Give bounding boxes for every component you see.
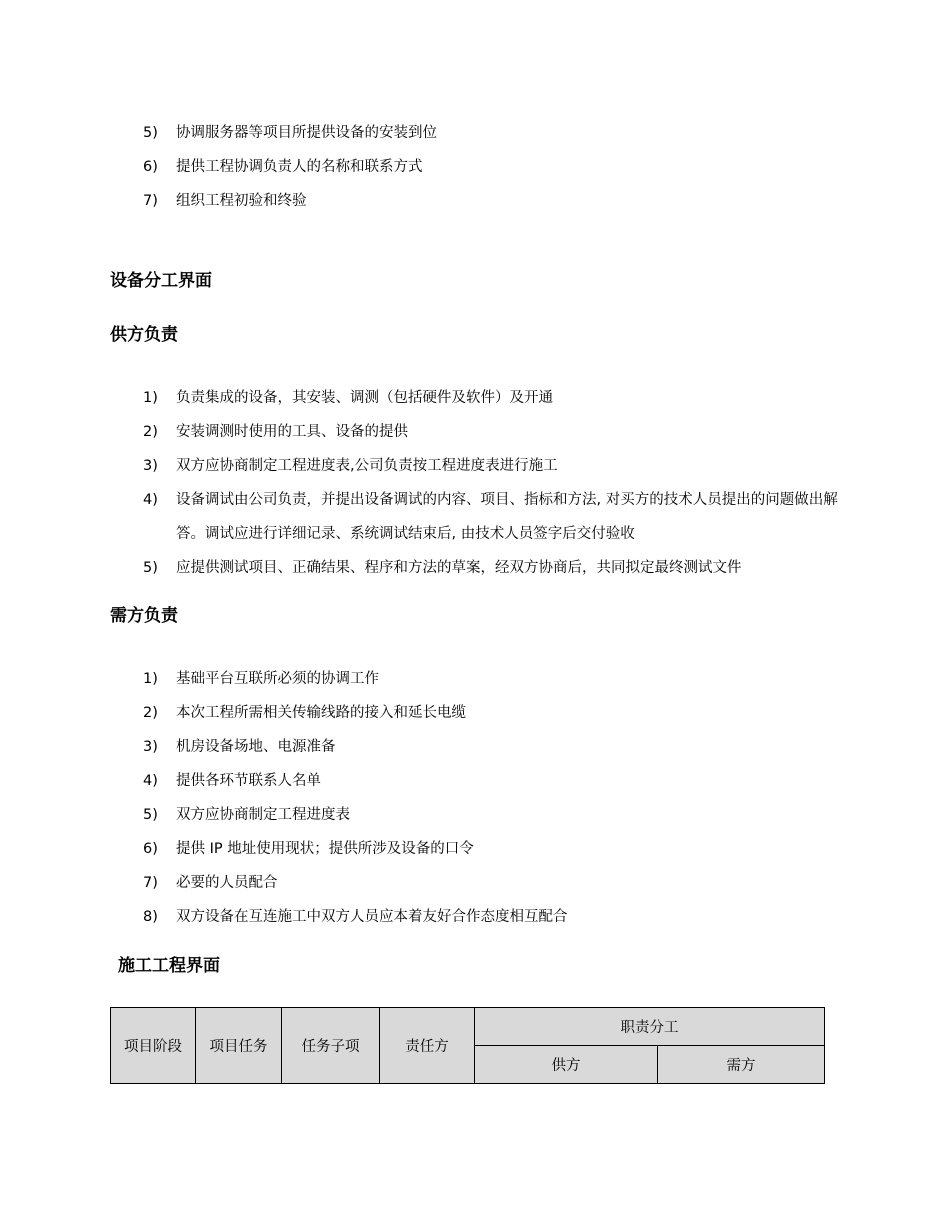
subsection-heading-supplier: 供方负责 <box>110 325 178 345</box>
list-item <box>0 483 950 551</box>
list-item-text: 负责集成的设备，其安装、调测（包括硬件及软件）及开通 <box>176 390 553 406</box>
list-item <box>0 866 950 900</box>
list-item-number: 2) <box>143 424 158 440</box>
list-item-text: 提供各环节联系人名单 <box>176 773 321 789</box>
list-item-text: 双方应协商制定工程进度表,公司负责按工程进度表进行施工 <box>176 458 558 474</box>
list-item-number: 5) <box>143 560 158 576</box>
list-item <box>0 116 950 150</box>
list-item <box>0 798 950 832</box>
list-item-text: 安装调测时使用的工具、设备的提供 <box>176 424 408 440</box>
list-item-number: 5) <box>143 125 158 141</box>
list-item <box>0 150 950 184</box>
list-item <box>0 662 950 696</box>
supplier-responsibility-list <box>0 381 950 585</box>
list-item <box>0 730 950 764</box>
list-item-text: 组织工程初验和终验 <box>176 193 307 209</box>
list-item <box>0 184 950 218</box>
header-task-subitem: 任务子项 <box>282 1008 380 1084</box>
list-item-number: 2) <box>143 705 158 721</box>
list-item-text: 必要的人员配合 <box>176 875 278 891</box>
list-item <box>0 551 950 585</box>
section-heading-construction: 施工工程界面 <box>118 956 220 976</box>
list-item-number: 3) <box>143 458 158 474</box>
header-duty-division: 职责分工 <box>475 1008 825 1046</box>
section-heading-equipment-division: 设备分工界面 <box>110 271 212 291</box>
list-item-text: 基础平台互联所必须的协调工作 <box>176 671 379 687</box>
list-item-number: 7) <box>143 193 158 209</box>
list-item-number: 8) <box>143 909 158 925</box>
demand-responsibility-list <box>0 662 950 934</box>
list-item-text: 提供 IP 地址使用现状；提供所涉及设备的口令 <box>176 841 474 857</box>
list-item <box>0 449 950 483</box>
header-project-task: 项目任务 <box>196 1008 282 1084</box>
list-item-number: 3) <box>143 739 158 755</box>
list-item-text: 机房设备场地、电源准备 <box>176 739 336 755</box>
header-demand: 需方 <box>658 1046 825 1084</box>
list-item-text: 本次工程所需相关传输线路的接入和延长电缆 <box>176 705 466 721</box>
list-item-number: 5) <box>143 807 158 823</box>
header-responsible-party: 责任方 <box>380 1008 475 1084</box>
list-item <box>0 832 950 866</box>
construction-division-table <box>110 1007 825 1084</box>
list-item-number: 7) <box>143 875 158 891</box>
list-item-text: 协调服务器等项目所提供设备的安装到位 <box>176 125 437 141</box>
list-item <box>0 696 950 730</box>
list-item <box>0 381 950 415</box>
header-supplier: 供方 <box>475 1046 658 1084</box>
list-item <box>0 415 950 449</box>
list-item-number: 1) <box>143 390 158 406</box>
list-item-number: 6) <box>143 841 158 857</box>
list-item-number: 4) <box>143 773 158 789</box>
list-item-number: 1) <box>143 671 158 687</box>
list-item-text: 双方设备在互连施工中双方人员应本着友好合作态度相互配合 <box>176 909 568 925</box>
header-project-stage: 项目阶段 <box>111 1008 196 1084</box>
list-item-text: 双方应协商制定工程进度表 <box>176 807 350 823</box>
coordination-list <box>0 116 950 218</box>
list-item-text: 应提供测试项目、正确结果、程序和方法的草案，经双方协商后，共同拟定最终测试文件 <box>176 560 742 576</box>
list-item-text: 提供工程协调负责人的名称和联系方式 <box>176 159 423 175</box>
list-item-number: 4) <box>143 492 158 508</box>
list-item-text: 设备调试由公司负责，并提出设备调试的内容、项目、指标和方法, 对买方的技术人员提出的问题做出解答。调试应进行详细记录、系统调试结束后, 由技术人员签字后交付验收 <box>176 492 838 542</box>
list-item-number: 6) <box>143 159 158 175</box>
list-item <box>0 764 950 798</box>
list-item <box>0 900 950 934</box>
subsection-heading-demand: 需方负责 <box>110 606 178 626</box>
table-header-row <box>111 1008 825 1046</box>
